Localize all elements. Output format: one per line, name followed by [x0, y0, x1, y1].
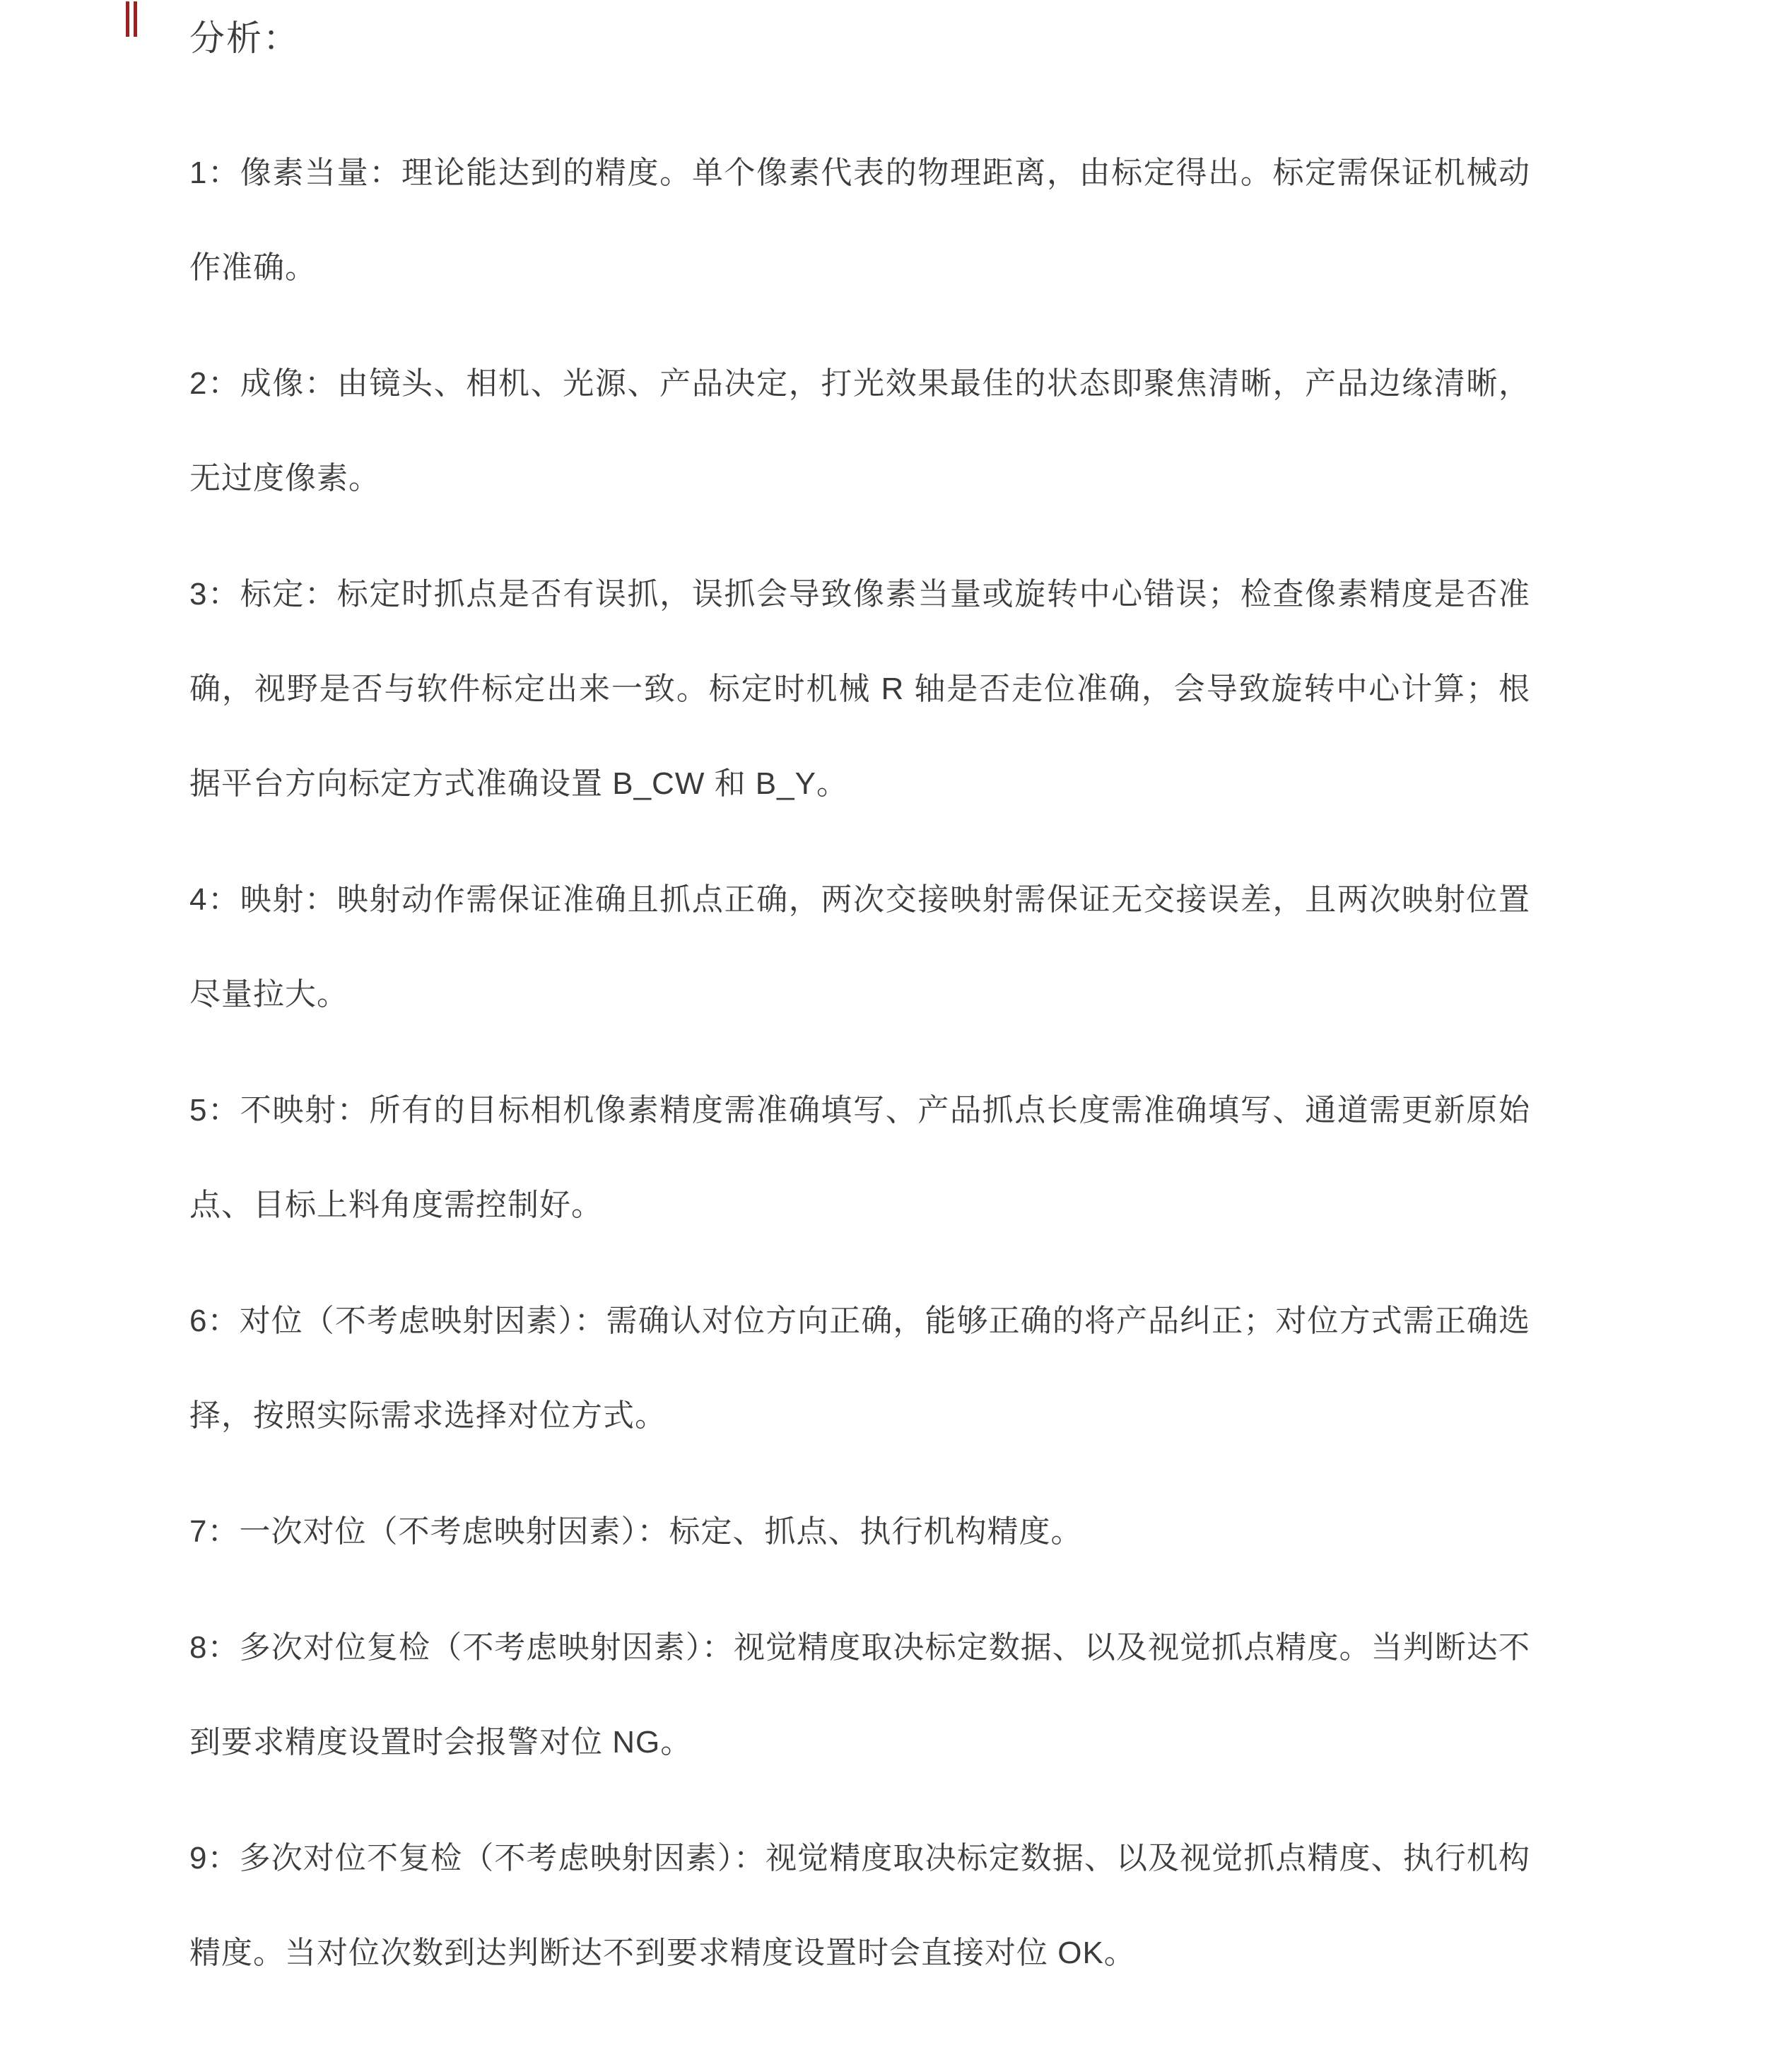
paragraph-3: 3：标定：标定时抓点是否有误抓，误抓会导致像素当量或旋转中心错误；检查像素精度是否准确，视野是否与软件标定出来一致。标定时机械 R 轴是否走位准确，会导致旋转中心计算；根据平台方向标定方式准确设置 B_CW 和 B_Y。: [189, 577, 1530, 801]
document-page: [189, 13, 1530, 2022]
paragraph-5: 5：不映射：所有的目标相机像素精度需准确填写、产品抓点长度需准确填写、通道需更新原始点、目标上料角度需控制好。: [189, 1093, 1530, 1222]
revision-bar-icon: [126, 1, 129, 37]
revision-bar-icon: [134, 1, 137, 37]
paragraph-2: 2：成像：由镜头、相机、光源、产品决定，打光效果最佳的状态即聚焦清晰，产品边缘清晰，无过度像素。: [189, 366, 1530, 496]
paragraph-4: 4：映射：映射动作需保证准确且抓点正确，两次交接映射需保证无交接误差，且两次映射位置尽量拉大。: [189, 882, 1530, 1012]
paragraph-6: 6：对位（不考虑映射因素）：需确认对位方向正确，能够正确的将产品纠正；对位方式需正确选择，按照实际需求选择对位方式。: [189, 1304, 1530, 1433]
paragraph-1: 1：像素当量：理论能达到的精度。单个像素代表的物理距离，由标定得出。标定需保证机械动作准确。: [189, 156, 1530, 285]
revision-marks: [126, 1, 140, 37]
paragraph-9: 9：多次对位不复检（不考虑映射因素）：视觉精度取决标定数据、以及视觉抓点精度、执行机构精度。当对位次数到达判断达不到要求精度设置时会直接对位 OK。: [189, 1841, 1530, 1970]
paragraph-8: 8：多次对位复检（不考虑映射因素）：视觉精度取决标定数据、以及视觉抓点精度。当判断达不到要求精度设置时会报警对位 NG。: [189, 1630, 1530, 1760]
page-title: 分析：: [189, 18, 300, 58]
paragraph-7: 7：一次对位（不考虑映射因素）：标定、抓点、执行机构精度。: [189, 1514, 1083, 1549]
